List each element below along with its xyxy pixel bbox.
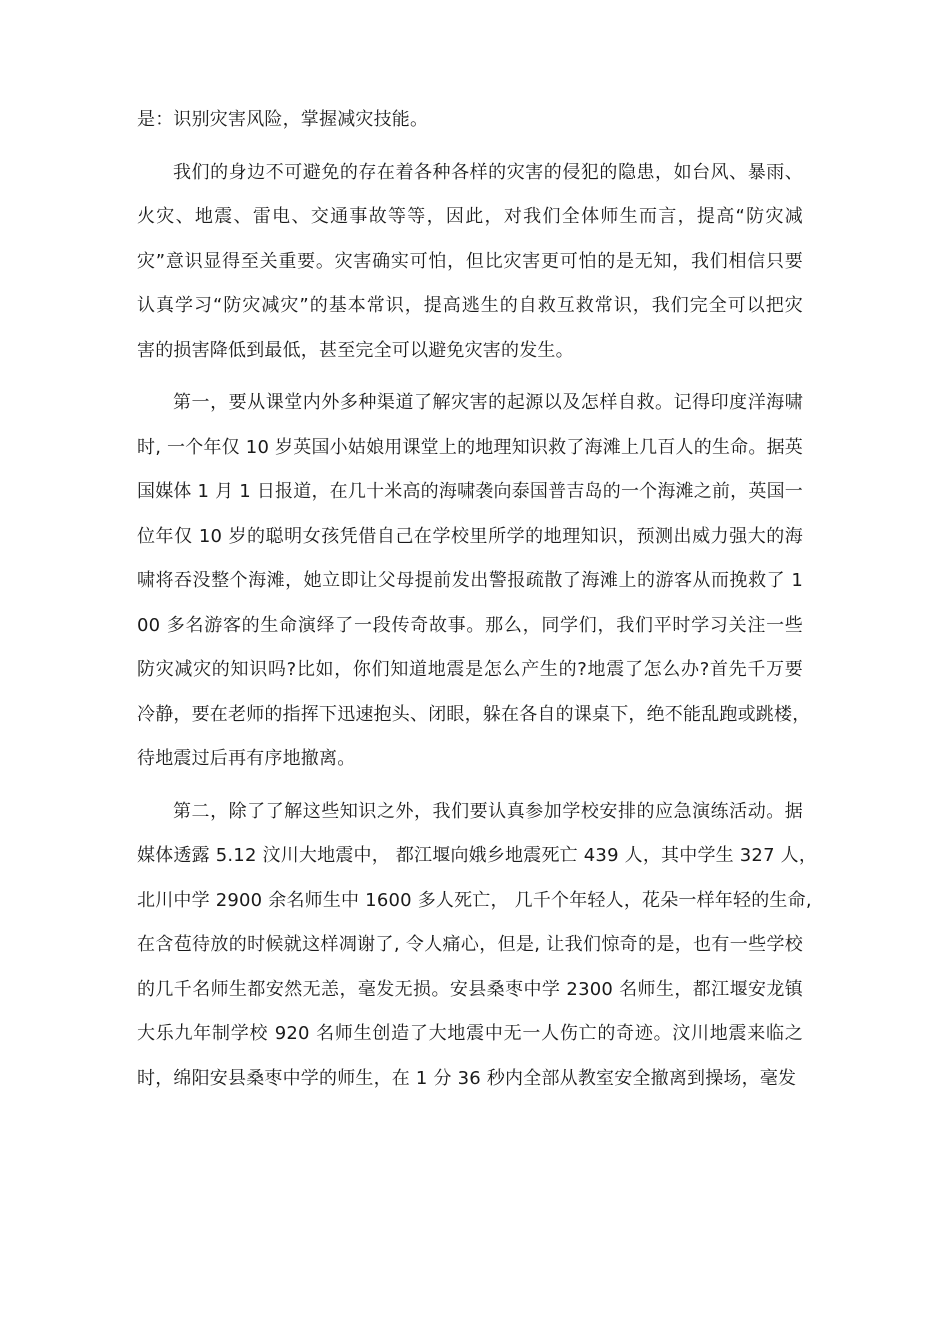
document-body — [137, 98, 818, 1101]
paragraph — [137, 381, 811, 782]
text-line: 是：识别灾害风险，掌握减灾技能。 — [137, 109, 429, 130]
paragraph — [137, 790, 818, 1102]
text-line: 火灾、地震、雷电、交通事故等等，因此，对我们全体师生而言，提高“防灾减 — [137, 206, 803, 227]
paragraph-gap — [137, 143, 803, 151]
text-line: 时, 一个年仅 10 岁英国小姑娘用课堂上的地理知识救了海滩上几百人的生命。据英 — [137, 436, 803, 458]
text-line: 的几千名师生都安然无恙，毫发无损。安县桑枣中学 2300 名师生，都江堰安龙镇 — [137, 978, 803, 1000]
text-line: 认真学习“防灾减灾”的基本常识，提高逃生的自救互救常识，我们完全可以把灾 — [137, 295, 803, 316]
text-line: 第一，要从课堂内外多种渠道了解灾害的起源以及怎样自救。记得印度洋海啸 — [173, 392, 803, 413]
text-line: 时，绵阳安县桑枣中学的师生，在 1 分 36 秒内全部从教室安全撤离到操场，毫发 — [137, 1067, 797, 1089]
text-line: 害的损害降低到最低，甚至完全可以避免灾害的发生。 — [137, 339, 574, 361]
text-line: 防灾减灾的知识吗?比如，你们知道地震是怎么产生的?地震了怎么办?首先千万要 — [137, 659, 803, 680]
text-line: 大乐九年制学校 920 名师生创造了大地震中无一人伤亡的奇迹。汶川地震来临之 — [137, 1023, 803, 1044]
text-line: 位年仅 10 岁的聪明女孩凭借自己在学校里所学的地理知识，预测出威力强大的海 — [137, 525, 803, 547]
text-line: 我们的身边不可避免的存在着各种各样的灾害的侵犯的隐患，如台风、暴雨、 — [173, 161, 803, 183]
text-line: 啸将吞没整个海滩，她立即让父母提前发出警报疏散了海滩上的游客从而挽救了 1 — [137, 570, 803, 591]
text-line: 00 多名游客的生命演绎了一段传奇故事。那么，同学们，我们平时学习关注一些 — [137, 614, 803, 636]
text-line: 国媒体 1 月 1 日报道，在几十米高的海啸袭向泰国普吉岛的一个海滩之前，英国一 — [137, 481, 803, 502]
text-line: 冷静，要在老师的指挥下迅速抱头、闭眼，躲在各自的课桌下，绝不能乱跑或跳楼， — [137, 703, 811, 725]
text-line: 北川中学 2900 余名师生中 1600 多人死亡， 几千个年轻人，花朵一样年轻的生命, — [137, 889, 812, 911]
text-line: 待地震过后再有序地撤离。 — [137, 748, 356, 769]
text-line: 灾”意识显得至关重要。灾害确实可怕，但比灾害更可怕的是无知，我们相信只要 — [137, 250, 803, 272]
paragraph-gap — [137, 373, 803, 381]
text-line: 在含苞待放的时候就这样凋谢了, 令人痛心，但是, 让我们惊奇的是，也有一些学校 — [137, 934, 803, 955]
paragraph — [137, 98, 803, 143]
text-line: 第二，除了了解这些知识之外，我们要认真参加学校安排的应急演练活动。据 — [173, 800, 803, 822]
paragraph-gap — [137, 782, 803, 790]
text-line: 媒体透露 5.12 汶川大地震中， 都江堰向娥乡地震死亡 439 人，其中学生 327 人， — [137, 845, 818, 866]
paragraph — [137, 151, 803, 374]
